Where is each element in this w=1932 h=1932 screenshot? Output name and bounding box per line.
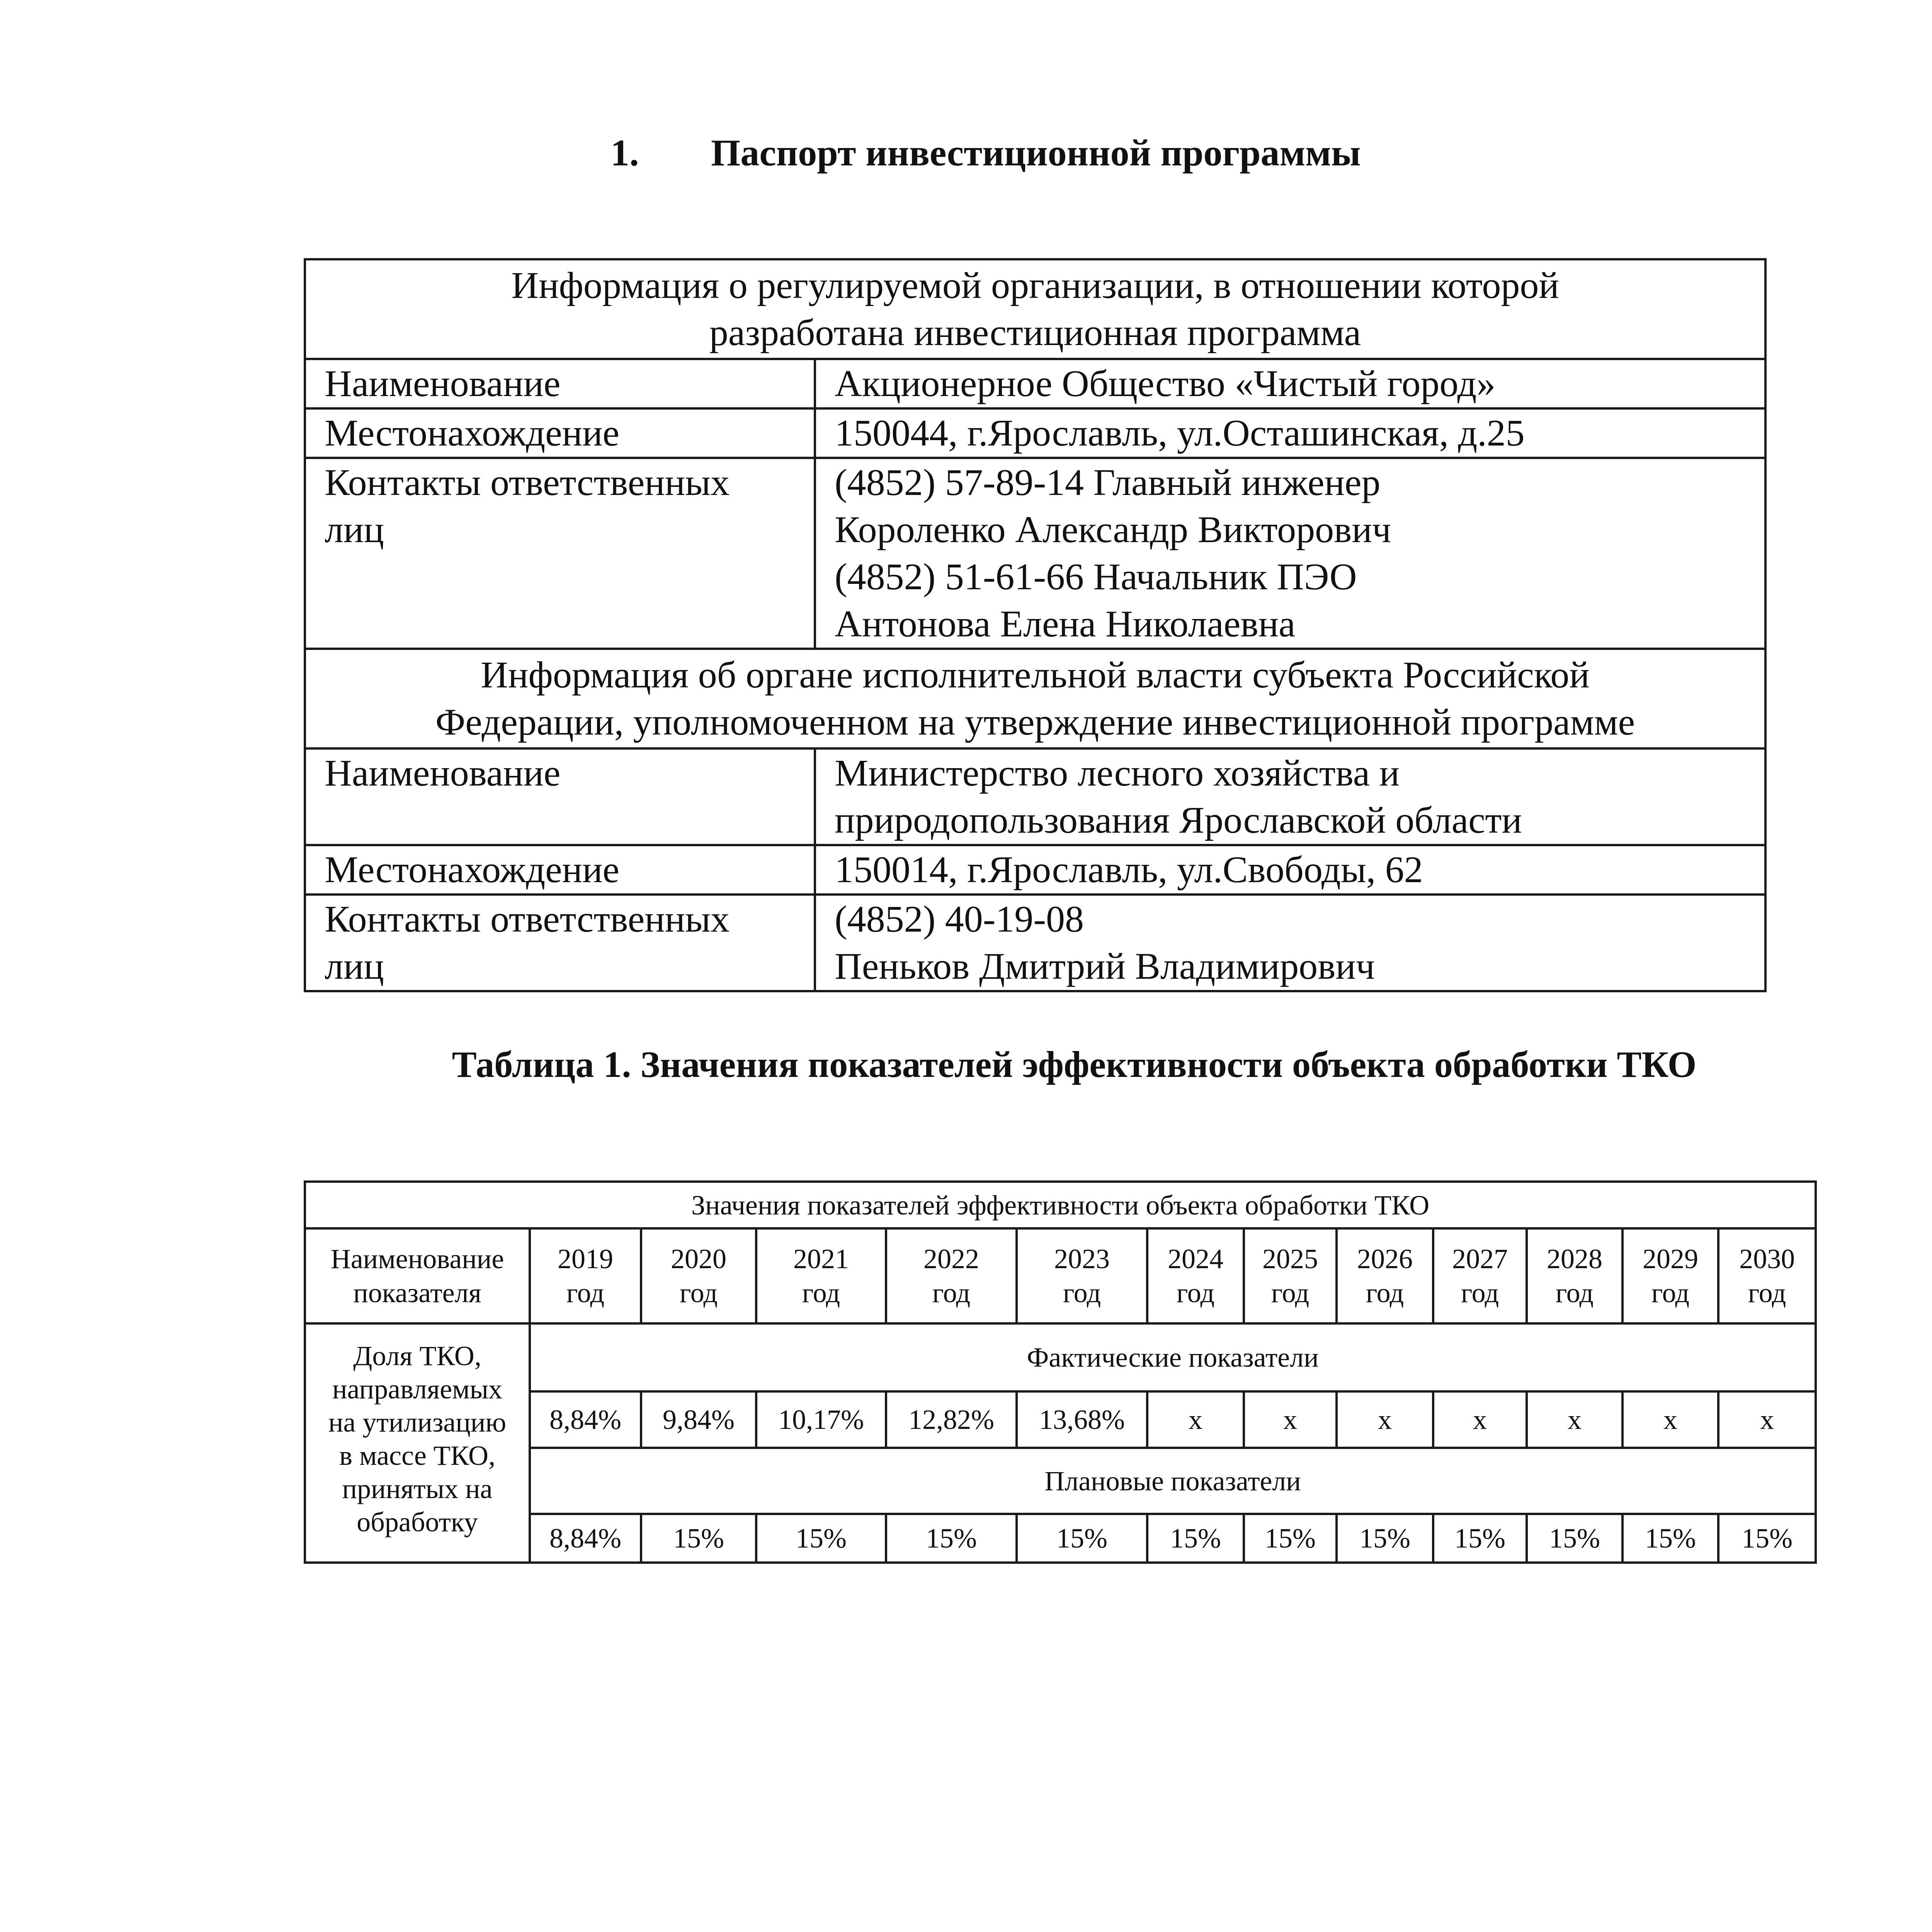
plan-value-cell: 15% (1337, 1514, 1433, 1563)
plan-value-cell: 15% (756, 1514, 886, 1563)
year-suffix: год (679, 1277, 718, 1308)
contact-line: Короленко Александр Викторович (835, 509, 1391, 551)
fact-value-cell: x (1718, 1391, 1816, 1448)
section-title (611, 131, 1361, 175)
year-suffix: год (1555, 1277, 1594, 1308)
label-line: Контакты ответственных (325, 462, 730, 503)
fact-value-cell: x (1527, 1391, 1622, 1448)
indicators-table-header: Значения показателей эффективности объекта обработки ТКО (305, 1182, 1816, 1228)
year-value: 2030 (1739, 1243, 1795, 1274)
contact-line: (4852) 57-89-14 Главный инженер (835, 462, 1381, 503)
plan-value-cell: 15% (1718, 1514, 1816, 1563)
plan-value-cell: 15% (1244, 1514, 1337, 1563)
fact-value-cell: x (1244, 1391, 1337, 1448)
plan-value-cell: 15% (1433, 1514, 1527, 1563)
org-contacts-label (305, 458, 815, 649)
year-value: 2025 (1262, 1243, 1318, 1274)
org-info-header (305, 259, 1765, 359)
indicator-name (305, 1323, 530, 1563)
authority-contacts-value (815, 895, 1765, 991)
year-suffix: год (1271, 1277, 1310, 1308)
fact-value-cell: 8,84% (530, 1391, 641, 1448)
authority-location-value: 150014, г.Ярославль, ул.Свободы, 62 (815, 845, 1765, 895)
value-line: Министерство лесного хозяйства и (835, 752, 1400, 794)
passport-row (305, 458, 1765, 649)
org-contacts-value (815, 458, 1765, 649)
passport-auth-header-row (305, 649, 1765, 748)
fact-value-cell: 10,17% (756, 1391, 886, 1448)
year-header (1017, 1228, 1147, 1323)
year-value: 2022 (923, 1243, 979, 1274)
indicator-line: обработку (357, 1507, 478, 1537)
year-suffix: год (566, 1277, 605, 1308)
indicators-table (304, 1180, 1817, 1564)
value-line: природопользования Ярославской области (835, 799, 1522, 841)
section-number: 1. (611, 132, 639, 174)
fact-values-row (305, 1391, 1816, 1448)
authority-contacts-label (305, 895, 815, 991)
year-header (1337, 1228, 1433, 1323)
indicator-line: Доля ТКО, (353, 1340, 481, 1371)
year-value: 2027 (1452, 1243, 1508, 1274)
year-value: 2020 (671, 1243, 726, 1274)
authority-info-header (305, 649, 1765, 748)
indicator-name-header (305, 1228, 530, 1323)
year-header (1433, 1228, 1527, 1323)
indicators-header-row (305, 1182, 1816, 1228)
plan-value-cell: 15% (1147, 1514, 1244, 1563)
section-title-text: Паспорт инвестиционной программы (711, 132, 1361, 174)
year-suffix: год (1176, 1277, 1215, 1308)
org-location-value: 150044, г.Ярославль, ул.Осташинская, д.25 (815, 408, 1765, 458)
plan-value-cell: 15% (1622, 1514, 1718, 1563)
plan-value-cell: 15% (886, 1514, 1017, 1563)
org-name-label: Наименование (305, 359, 815, 408)
year-header (1244, 1228, 1337, 1323)
contact-line: (4852) 40-19-08 (835, 898, 1084, 940)
year-suffix: год (1748, 1277, 1786, 1308)
indicator-line: принятых на (342, 1473, 493, 1504)
org-info-header-line: разработана инвестиционная программа (709, 312, 1361, 354)
label-line: лиц (325, 509, 384, 551)
contact-line: Пеньков Дмитрий Владимирович (835, 946, 1375, 987)
year-header (886, 1228, 1017, 1323)
year-value: 2019 (558, 1243, 613, 1274)
year-suffix: год (1651, 1277, 1690, 1308)
label-line: Контакты ответственных (325, 898, 730, 940)
year-suffix: год (802, 1277, 840, 1308)
label-line: лиц (325, 946, 384, 987)
year-suffix: год (1461, 1277, 1499, 1308)
passport-row (305, 359, 1765, 408)
year-header (641, 1228, 756, 1323)
year-header (1718, 1228, 1816, 1323)
plan-value-cell: 8,84% (530, 1514, 641, 1563)
passport-org-header-row (305, 259, 1765, 359)
fact-value-cell: 13,68% (1017, 1391, 1147, 1448)
fact-value-cell: x (1433, 1391, 1527, 1448)
org-location-label: Местонахождение (305, 408, 815, 458)
contact-line: Антонова Елена Николаевна (835, 603, 1296, 645)
years-row (305, 1228, 1816, 1323)
year-header (530, 1228, 641, 1323)
indicator-line: направляемых (332, 1374, 502, 1405)
plan-indicators-label: Плановые показатели (530, 1448, 1816, 1514)
plan-label-row (305, 1448, 1816, 1514)
org-info-header-line: Информация о регулируемой организации, в отношении которой (511, 265, 1559, 306)
fact-indicators-label: Фактические показатели (530, 1323, 1816, 1391)
year-suffix: год (932, 1277, 971, 1308)
plan-value-cell: 15% (1017, 1514, 1147, 1563)
table1-title: Таблица 1. Значения показателей эффективности объекта обработки ТКО (452, 1044, 1697, 1085)
contact-line: (4852) 51-61-66 Начальник ПЭО (835, 556, 1357, 598)
year-value: 2028 (1547, 1243, 1602, 1274)
year-suffix: год (1366, 1277, 1404, 1308)
year-header (756, 1228, 886, 1323)
fact-value-cell: 12,82% (886, 1391, 1017, 1448)
year-value: 2023 (1054, 1243, 1110, 1274)
plan-value-cell: 15% (1527, 1514, 1622, 1563)
indicator-line: в массе ТКО, (339, 1440, 495, 1471)
plan-values-row (305, 1514, 1816, 1563)
authority-location-label: Местонахождение (305, 845, 815, 895)
year-value: 2029 (1643, 1243, 1698, 1274)
authority-info-header-line: Информация об органе исполнительной власти субъекта Российской (481, 654, 1590, 696)
passport-table (304, 258, 1767, 992)
header-line: показателя (353, 1277, 481, 1308)
indicator-line: на утилизацию (328, 1407, 507, 1438)
authority-name-label: Наименование (305, 748, 815, 845)
fact-value-cell: x (1622, 1391, 1718, 1448)
year-value: 2021 (793, 1243, 849, 1274)
plan-value-cell: 15% (641, 1514, 756, 1563)
authority-name-value (815, 748, 1765, 845)
fact-value-cell: 9,84% (641, 1391, 756, 1448)
year-header (1527, 1228, 1622, 1323)
authority-info-header-line: Федерации, уполномоченном на утверждение инвестиционной программе (435, 701, 1635, 743)
year-value: 2026 (1357, 1243, 1413, 1274)
fact-value-cell: x (1337, 1391, 1433, 1448)
passport-row (305, 845, 1765, 895)
fact-value-cell: x (1147, 1391, 1244, 1448)
passport-row (305, 895, 1765, 991)
org-name-value: Акционерное Общество «Чистый город» (815, 359, 1765, 408)
year-header (1622, 1228, 1718, 1323)
year-suffix: год (1063, 1277, 1101, 1308)
header-line: Наименование (330, 1243, 504, 1274)
fact-label-row (305, 1323, 1816, 1391)
year-header (1147, 1228, 1244, 1323)
year-value: 2024 (1168, 1243, 1223, 1274)
passport-row (305, 408, 1765, 458)
passport-row (305, 748, 1765, 845)
